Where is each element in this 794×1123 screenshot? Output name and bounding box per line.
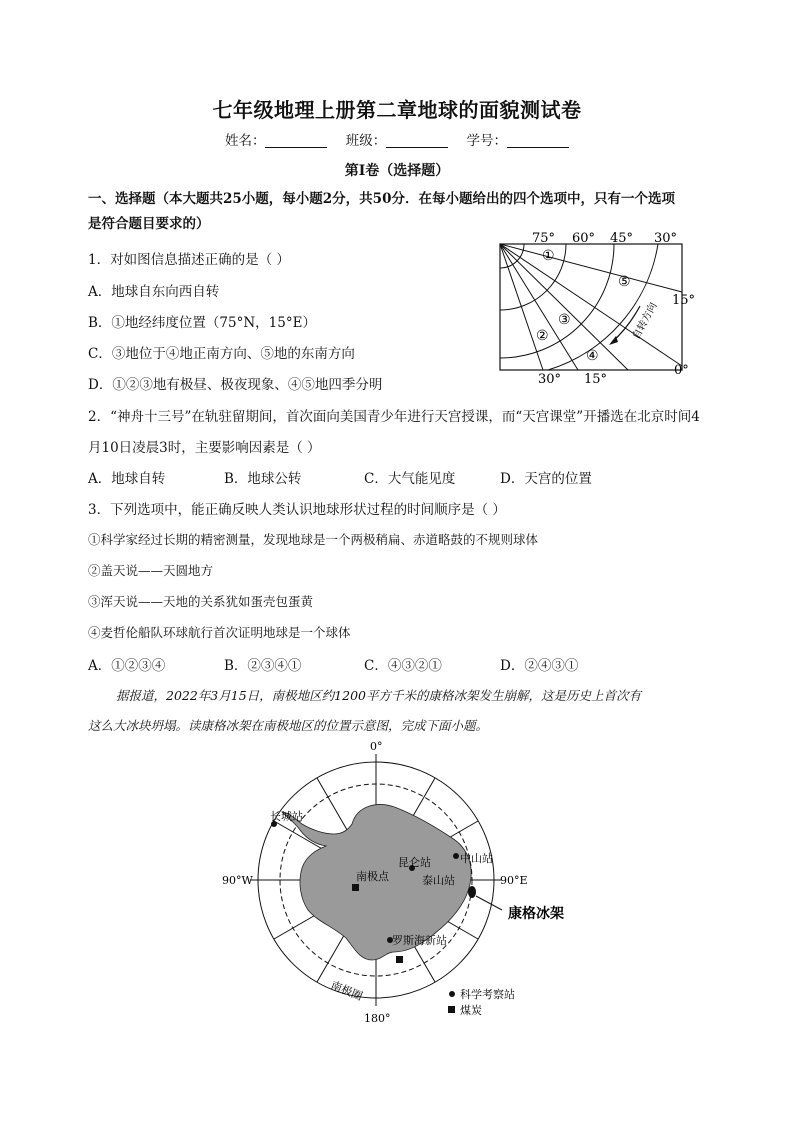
name-field[interactable] <box>265 133 327 148</box>
q3-item-3: ③浑天说——天地的关系犹如蛋壳包蛋黄 <box>88 594 314 609</box>
q2-option-c[interactable]: C．大气能见度 <box>364 471 456 487</box>
q1-option-a[interactable]: A．地球自东向西自转 <box>88 284 220 300</box>
instructions-line2: 是符合题目要求的） <box>88 216 210 232</box>
lon-label-30: 30° <box>654 231 678 246</box>
taishan-label: 泰山站 <box>422 874 455 887</box>
map-label-0: 0° <box>370 740 383 753</box>
q3-option-b[interactable]: B．②③④① <box>224 658 302 674</box>
lat-label-30: 30° <box>538 372 562 387</box>
conger-ice-shelf-marker <box>468 886 476 898</box>
zhongshan-station-marker <box>453 853 459 859</box>
point-2: ② <box>536 328 549 344</box>
section-title: 第Ⅰ卷（选择题） <box>344 163 450 179</box>
coal-marker-2 <box>396 956 403 963</box>
conger-ice-shelf-label: 康格冰架 <box>508 906 564 922</box>
kunlun-label: 昆仑站 <box>398 856 431 869</box>
passage-line1: 据报道，2022年3月15日，南极地区约1200平方千米的康格冰架发生崩解，这是历史上首次有 <box>116 688 641 703</box>
q3-item-2: ②盖天说——天圆地方 <box>88 563 214 578</box>
name-label: 姓名： <box>224 133 266 149</box>
legend-station-icon <box>449 991 455 997</box>
luosi-label: 罗斯海新站 <box>392 934 447 947</box>
class-label: 班级： <box>345 133 387 149</box>
legend-station-label: 科学考察站 <box>460 988 515 1001</box>
q2-option-d[interactable]: D．天宫的位置 <box>500 471 592 487</box>
q3-option-c[interactable]: C．④③②① <box>364 658 442 674</box>
figure1-sector-diagram <box>488 228 700 388</box>
q3-stem: 3．下列选项中，能正确反映人类认识地球形状过程的时间顺序是（ ） <box>88 502 506 518</box>
zhongshan-label: 中山站 <box>460 852 493 865</box>
class-field[interactable] <box>386 133 448 148</box>
lat-label-15: 15° <box>584 372 608 387</box>
legend-coal-label: 煤炭 <box>460 1004 482 1017</box>
q1-option-b[interactable]: B．①地经纬度位置（75°N，15°E） <box>88 315 316 331</box>
q3-item-1: ①科学家经过长期的精密测量，发现地球是一个两极稍扁、赤道略鼓的不规则球体 <box>88 532 539 547</box>
id-field[interactable] <box>507 133 569 148</box>
student-info-line <box>0 129 794 149</box>
lon-label-75: 75° <box>532 231 556 246</box>
point-3: ③ <box>558 312 571 328</box>
map-label-90w: 90°W <box>222 874 253 887</box>
point-4: ④ <box>586 348 599 364</box>
south-pole-label: 南极点 <box>356 870 389 883</box>
q2-line2: 月10日凌晨3时，主要影响因素是（ ） <box>88 440 321 456</box>
changcheng-label: 长城站 <box>270 810 303 823</box>
map-label-180: 180° <box>364 1012 391 1025</box>
q2-line1: 2．“神舟十三号”在轨驻留期间，首次面向美国青少年进行天宫授课，而“天宫课堂”开播选在北京时间4 <box>88 409 700 425</box>
q1-option-c[interactable]: C．③地位于④地正南方向、⑤地的东南方向 <box>88 346 355 362</box>
map-label-90e: 90°E <box>500 874 528 887</box>
rotation-direction-label: 自转方向 <box>630 300 660 342</box>
id-label: 学号： <box>466 133 508 149</box>
instructions-line1: 一、选择题（本大题共25小题，每小题2分，共50分．在每小题给出的四个选项中，只有一个选项 <box>88 191 675 207</box>
point-1: ① <box>542 248 555 264</box>
passage-line2: 这么大冰块坍塌。读康格冰架在南极地区的位置示意图，完成下面小题。 <box>88 718 489 733</box>
antarctic-circle-label: 南极圈 <box>328 978 365 1004</box>
q3-option-d[interactable]: D．②④③① <box>500 658 579 674</box>
legend-coal-icon <box>448 1006 455 1013</box>
coal-marker-1 <box>352 884 359 891</box>
q2-option-b[interactable]: B．地球公转 <box>224 471 302 487</box>
lon-label-0: 0° <box>674 363 689 378</box>
antarctic-map <box>212 738 592 1030</box>
page-title: 七年级地理上册第二章地球的面貌测试卷 <box>212 98 582 122</box>
point-5: ⑤ <box>618 274 631 290</box>
lon-label-15-right: 15° <box>672 293 696 308</box>
lon-label-45: 45° <box>610 231 634 246</box>
q1-option-d[interactable]: D．①②③地有极昼、极夜现象、④⑤地四季分明 <box>88 377 383 393</box>
q2-option-a[interactable]: A．地球自转 <box>88 471 166 487</box>
lon-label-60: 60° <box>572 231 596 246</box>
q3-item-4: ④麦哲伦船队环球航行首次证明地球是一个球体 <box>88 625 351 640</box>
q1-stem: 1．对如图信息描述正确的是（ ） <box>88 252 290 268</box>
q3-option-a[interactable]: A．①②③④ <box>88 658 166 674</box>
